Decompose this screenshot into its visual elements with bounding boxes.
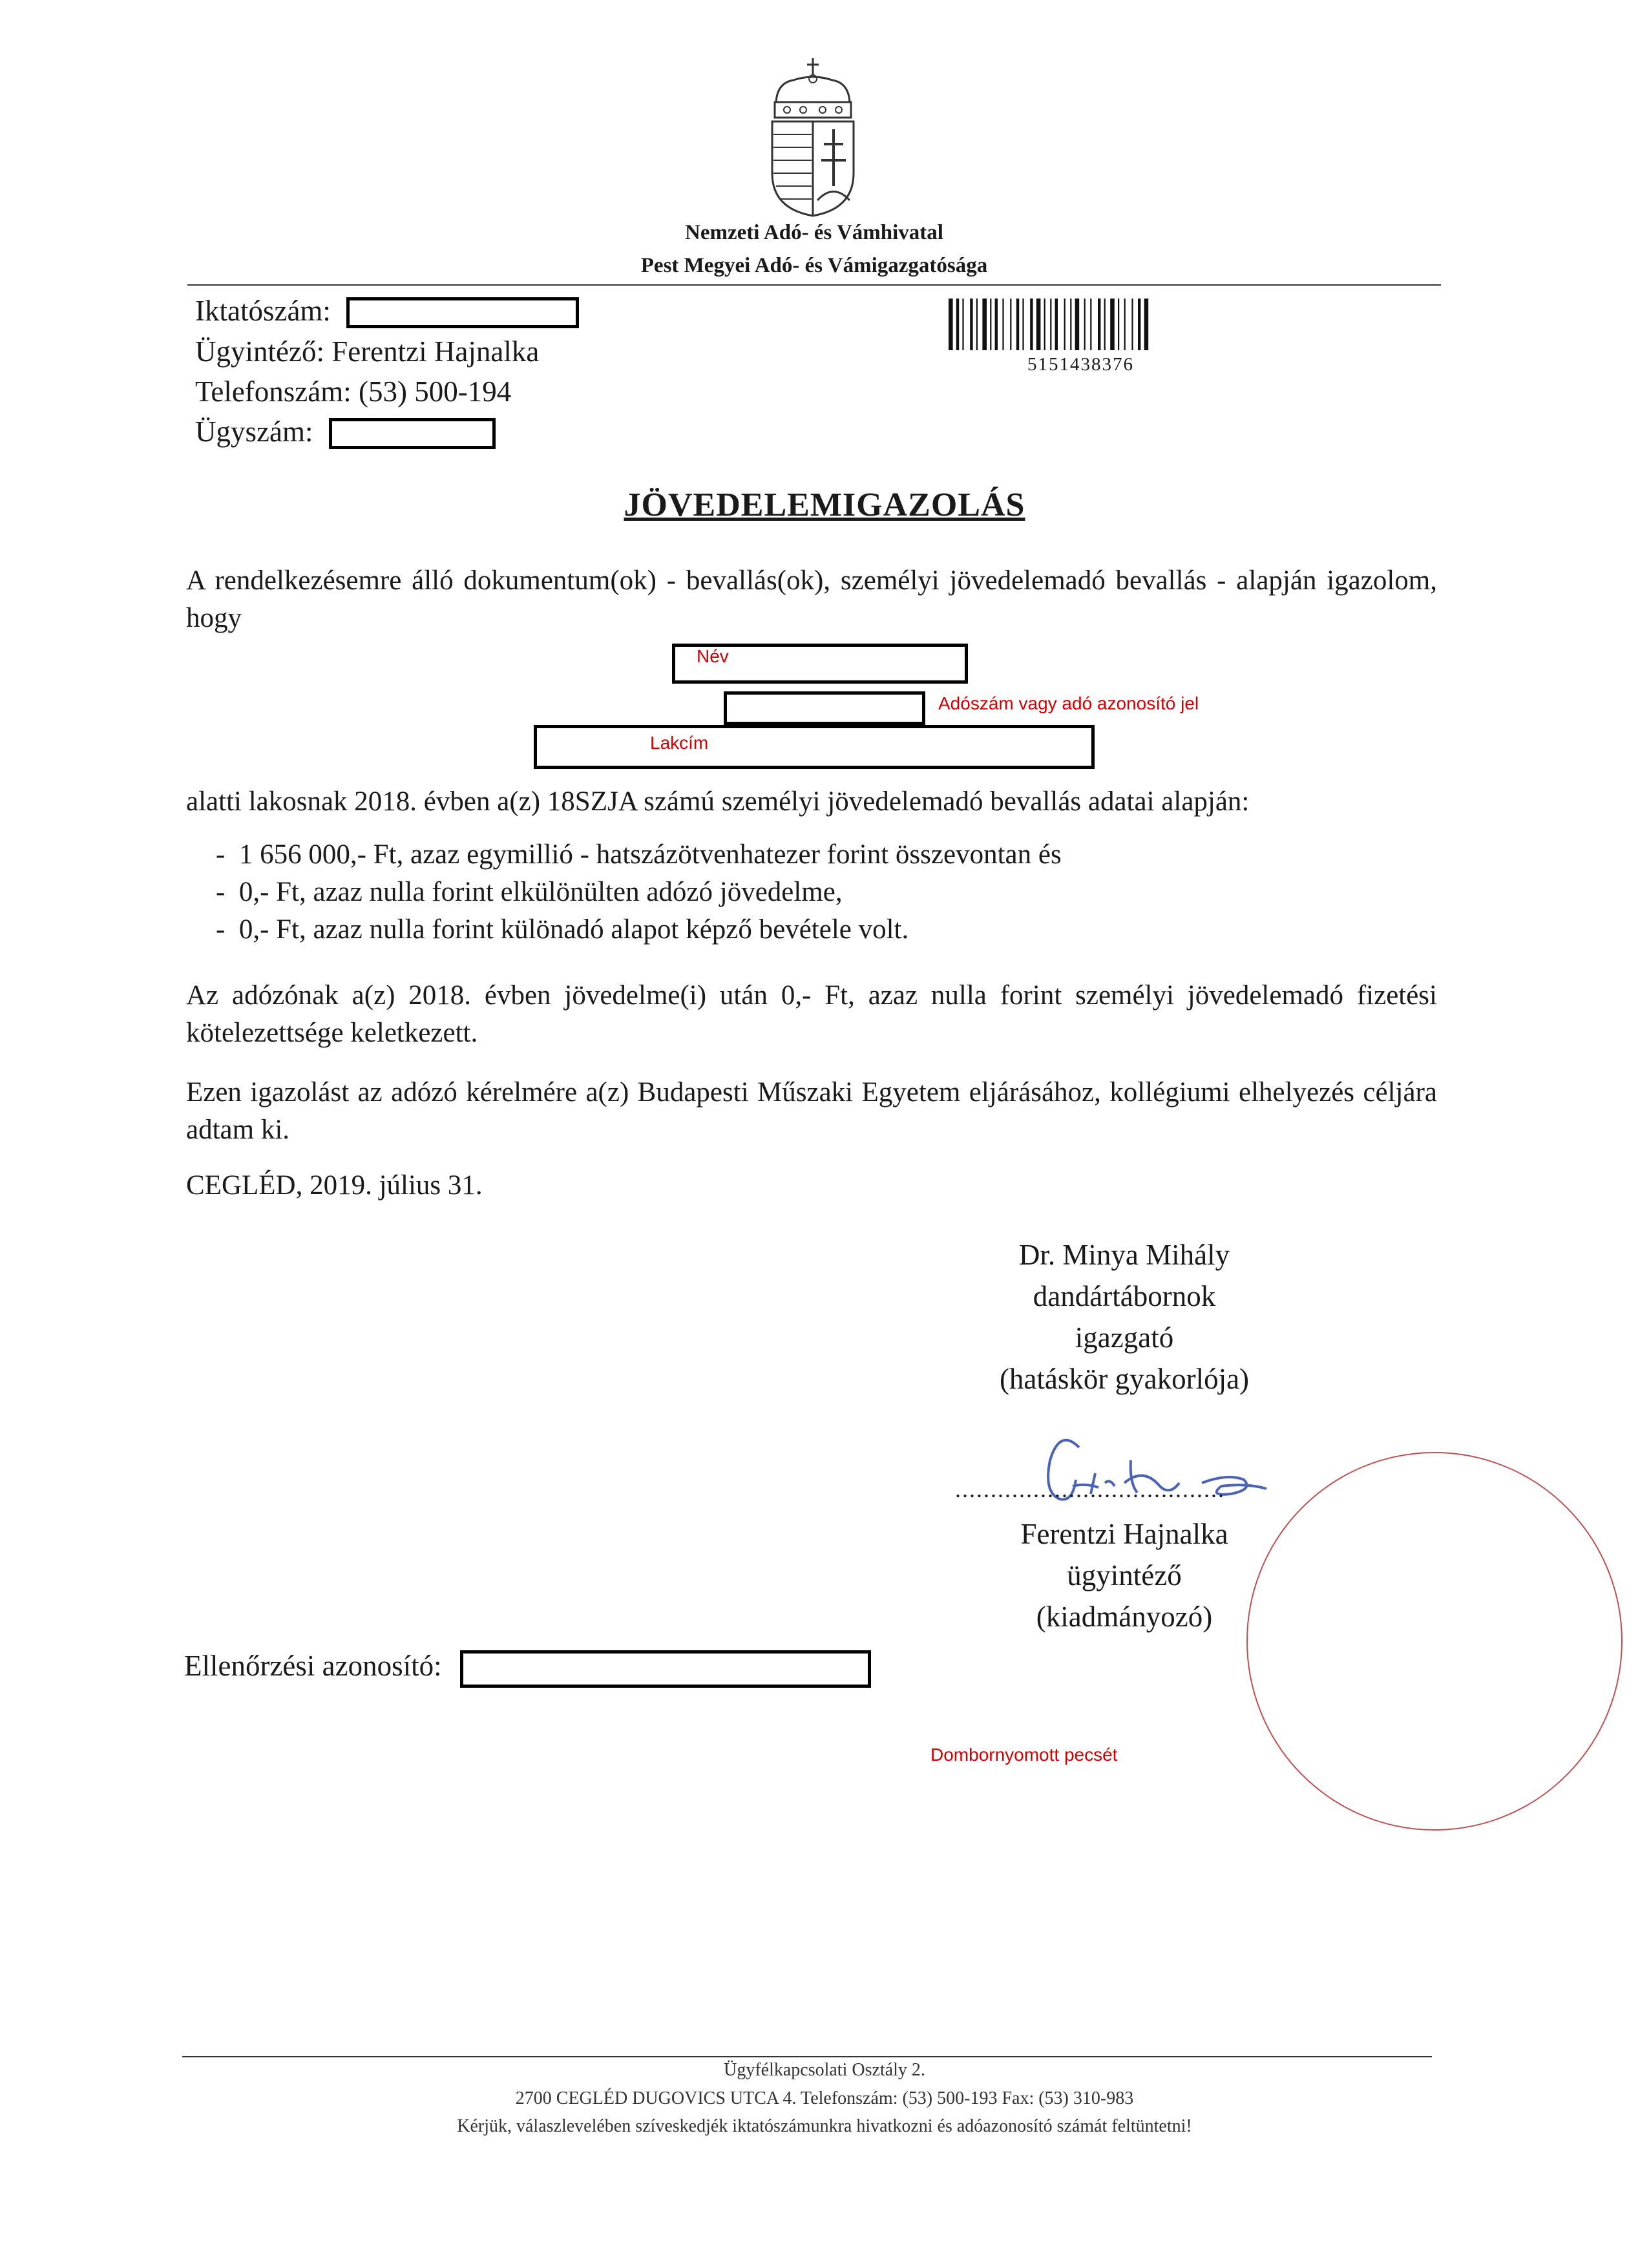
issuer-role: (kiadmányozó) — [1036, 1601, 1213, 1633]
place-and-date: CEGLÉD, 2019. július 31. — [186, 1170, 483, 1201]
barcode-bar — [956, 299, 959, 350]
barcode-bar — [1044, 299, 1045, 350]
signatory-name: Dr. Minya Mihály — [1018, 1239, 1230, 1271]
signatory-rank: dandártábornok — [1033, 1280, 1216, 1312]
barcode-bar — [1010, 299, 1011, 350]
name-redaction-note: Név — [697, 646, 729, 666]
header-divider — [187, 284, 1441, 286]
verification-id-redaction-box — [460, 1650, 871, 1688]
resident-paragraph: alatti lakosnak 2018. évben a(z) 18SZJA számú személyi jövedelemadó bevallás adatai alapján: — [186, 786, 1250, 817]
barcode-bar — [962, 299, 963, 350]
barcode-bar — [1030, 299, 1033, 350]
footer-department: Ügyfélkapcsolati Osztály 2. — [724, 2060, 925, 2080]
barcode-bar — [1022, 299, 1024, 350]
address-redaction-note: Lakcím — [650, 733, 709, 753]
footer-address: 2700 CEGLÉD DUGOVICS UTCA 4. Telefonszám: (53) 500-193 Fax: (53) 310-983 — [515, 2088, 1134, 2108]
barcode-bar — [990, 299, 991, 350]
barcode-bar — [1090, 299, 1091, 350]
ugyszam-label: Ügyszám: — [195, 415, 313, 448]
ugyszam-redaction-box — [329, 418, 496, 449]
barcode-bar — [982, 299, 987, 350]
embossed-stamp-outline — [1228, 1447, 1628, 1835]
tax-id-redaction-box — [724, 691, 925, 725]
income-item: - 0,- Ft, azaz nulla forint elkülönülten adózó jövedelme, — [216, 877, 843, 907]
barcode-bar — [1055, 299, 1058, 350]
income-list — [216, 836, 1062, 949]
address-redaction-box — [534, 725, 1095, 769]
telefonszam-row: Telefonszám: (53) 500-194 — [195, 375, 512, 408]
barcode-bar — [970, 299, 972, 350]
barcode-bar — [1036, 299, 1041, 350]
footer-instruction: Kérjük, válaszlevelében szíveskedjék iktatószámunkra hivatkozni és adóazonosító számát feltüntetni! — [457, 2116, 1192, 2136]
signatory-block — [930, 1234, 1318, 1400]
organization-directorate: Pest Megyei Adó- és Vámigazgatósága — [640, 254, 988, 277]
barcode-bar — [949, 299, 953, 350]
tax-id-redaction-note: Adószám vagy adó azonosító jel — [938, 693, 1199, 713]
issuer-name: Ferentzi Hajnalka — [1020, 1518, 1228, 1550]
barcode-bar — [1002, 299, 1003, 350]
signature-dotted-line: ...................................... — [955, 1476, 1225, 1502]
document-title: JÖVEDELEMIGAZOLÁS — [624, 487, 1025, 523]
barcode — [949, 299, 1233, 350]
iktatoszam-redaction-box — [346, 297, 579, 328]
organization-name: Nemzeti Adó- és Vámhivatal — [685, 221, 943, 244]
iktatoszam-label: Iktatószám: — [195, 295, 331, 327]
barcode-bar — [1084, 299, 1086, 350]
barcode-bar — [1144, 299, 1149, 350]
barcode-bar — [1131, 299, 1133, 350]
intro-paragraph: A rendelkezésemre álló dokumentum(ok) - bevallás(ok), személyi jövedelemadó bevallás - alapján igazolom, hogy — [186, 565, 1437, 633]
iktatoszam-row — [195, 294, 331, 328]
stamp-note: Dombornyomott pecsét — [930, 1745, 1118, 1765]
barcode-bar — [976, 299, 978, 350]
signatory-role: (hatáskör gyakorlója) — [999, 1363, 1250, 1395]
barcode-bar — [1075, 299, 1080, 350]
ugyszam-row — [195, 415, 313, 448]
issuer-position: ügyintéző — [1067, 1559, 1182, 1591]
barcode-bar — [995, 299, 998, 350]
barcode-bar — [1124, 299, 1126, 350]
barcode-bar — [1070, 299, 1071, 350]
signatory-position: igazgató — [1075, 1321, 1174, 1354]
ugyintezo-row: Ügyintéző: Ferentzi Hajnalka — [195, 335, 540, 368]
footer-divider — [182, 2056, 1432, 2057]
barcode-number: 5151438376 — [1027, 354, 1134, 375]
barcode-bar — [1064, 299, 1066, 350]
barcode-bar — [1104, 299, 1106, 350]
barcode-bar — [1138, 299, 1140, 350]
barcode-bar — [1118, 299, 1119, 350]
hungarian-coat-of-arms-emblem — [764, 57, 861, 218]
barcode-bar — [1016, 299, 1019, 350]
verification-label: Ellenőrzési azonosító: — [184, 1650, 442, 1682]
barcode-bar — [1050, 299, 1051, 350]
income-item: - 0,- Ft, azaz nulla forint különadó alapot képző bevétele volt. — [216, 914, 909, 945]
income-item: - 1 656 000,- Ft, azaz egymillió - hatszázötvenhatezer forint összevontan és — [216, 839, 1062, 870]
barcode-bar — [1110, 299, 1115, 350]
purpose-paragraph: Ezen igazolást az adózó kérelmére a(z) Budapesti Műszaki Egyetem eljárásához, kollégiumi elhelyezés céljára adtam ki. — [186, 1077, 1437, 1145]
tax-liability-paragraph: Az adózónak a(z) 2018. évben jövedelme(i) után 0,- Ft, azaz nulla forint személyi jövedelemadó fizetési kötelezettsége keletkezett. — [186, 980, 1437, 1048]
barcode-bar — [1098, 299, 1100, 350]
